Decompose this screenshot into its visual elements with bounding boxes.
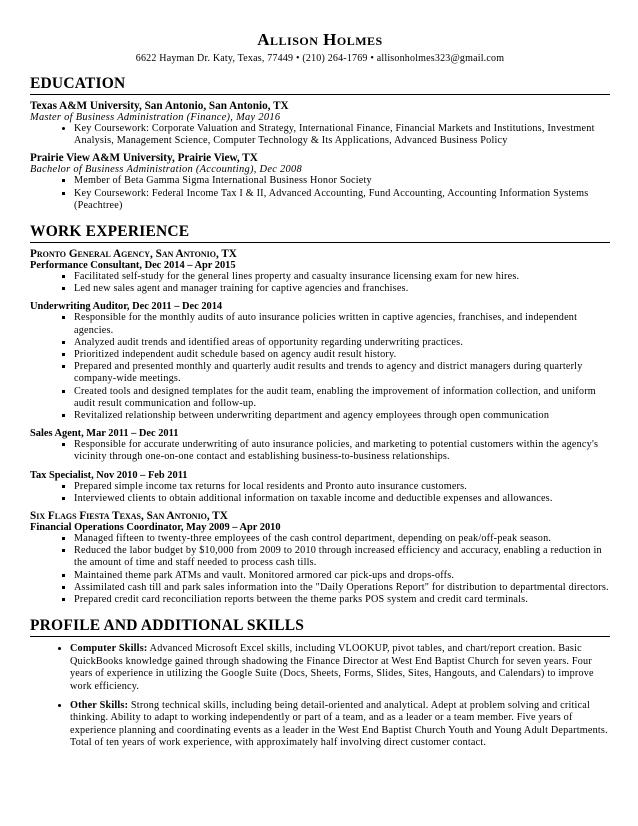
list-item: ▪ Key Coursework: Federal Income Tax I & II, Advanced Accounting, Fund Accounting, Accounting Information Systems (Peachtree): [74, 188, 610, 212]
list-item: ▪ Responsible for the monthly audits of auto insurance policies written in captive agencies, franchises, and independent agencies.: [74, 312, 610, 336]
skill-text: Strong technical skills, including being detail-oriented and analytical. Adept at problem solving and critical thinking. Ability to adapt to working independently or part of a team, and as a leader or a team member. Five years of experience planning and coordinating events as a leader in the West End Baptist Church Youth and Young Adult Departments. Total of ten years of work experience, with approximately half involving direct customer contact.: [70, 699, 608, 749]
list-item: ▪ Facilitated self-study for the general lines property and casualty insurance licensing exam for new hires.: [74, 271, 610, 283]
role-title: Financial Operations Coordinator, May 2009 – Apr 2010: [30, 522, 281, 534]
list-item: ▪ Maintained theme park ATMs and vault. Monitored armored car pick-ups and drops-offs.: [74, 570, 610, 582]
list-item: ▪ Assimilated cash till and park sales information into the "Daily Operations Report" for distribution to departmental directors.: [74, 582, 610, 594]
school-degree: Bachelor of Business Administration (Accounting), Dec 2008: [30, 164, 303, 176]
list-item: ▪ Managed fifteen to twenty-three employees of the cash control department, depending on peak/off-peak season.: [74, 533, 610, 545]
list-item: ▪ Member of Beta Gamma Sigma International Business Honor Society: [74, 175, 610, 187]
resume-page: [30, 0, 610, 756]
skills-heading: PROFILE AND ADDITIONAL SKILLS: [30, 617, 610, 637]
resume-name: Allison Holmes: [257, 30, 383, 49]
list-item: ▪ Created tools and designed templates for the audit team, enabling the improvement of information collection, and uniform audit result communication and follow-up.: [74, 386, 610, 410]
role-title: Performance Consultant, Dec 2014 – Apr 2015: [30, 260, 236, 272]
list-item: ▪ Prioritized independent audit schedule based on agency audit result history.: [74, 349, 610, 361]
list-item: [70, 643, 610, 693]
role-title: Underwriting Auditor, Dec 2011 – Dec 2014: [30, 301, 223, 313]
skill-text: Advanced Microsoft Excel skills, including VLOOKUP, pivot tables, and chart/report creation. Basic QuickBooks knowledge gained through shadowing the Finance Director at West End Baptist Church for seven years. Four years of experience in utilizing the Google Suite (Docs, Sheets, Forms, Slides, Sites, Hangouts, and Calendars) to improve work efficiency.: [70, 643, 594, 693]
list-item: ▪ Reduced the labor budget by $10,000 from 2009 to 2010 through increased efficiency and accuracy, enabling a reduction in the amount of time and staff needed to process cash tills.: [74, 545, 610, 569]
list-item: • Key Coursework: Corporate Valuation and Strategy, International Finance, Financial Markets and Institutions, Investment Analysis, Management Science, Computer Technology & Its Applications, Advanced Business Policy: [74, 123, 610, 147]
skill-label: Other Skills:: [70, 699, 129, 711]
skills-list: [30, 643, 610, 750]
skill-label: Computer Skills:: [70, 643, 148, 655]
school-name: Texas A&M University, San Antonio, San Antonio, TX: [30, 100, 289, 112]
list-item: ▪ Analyzed audit trends and identified areas of opportunity regarding underwriting practices.: [74, 337, 610, 349]
coursework-list: [30, 123, 610, 147]
role-title: Tax Specialist, Nov 2010 – Feb 2011: [30, 469, 188, 481]
list-item: ▪ Interviewed clients to obtain additional information on taxable income and deductible expenses and allowances.: [74, 493, 610, 505]
employer-name: Six Flags Fiesta Texas, San Antonio, TX: [30, 510, 228, 523]
employer-name: Pronto General Agency, San Antonio, TX: [30, 248, 237, 261]
school-name: Prairie View A&M University, Prairie View, TX: [30, 152, 258, 165]
list-item: ▪ Prepared credit card reconciliation reports between the theme parks POS system and credit card terminals.: [74, 594, 610, 606]
role-bullets: [30, 481, 610, 505]
education-heading: EDUCATION: [30, 75, 610, 95]
list-item: ▪ Prepared simple income tax returns for local residents and Pronto auto insurance customers.: [74, 481, 610, 493]
role-bullets: [30, 439, 610, 463]
list-item: ▪ Responsible for accurate underwriting of auto insurance policies, and marketing to potential customers within the agency's vicinity through one-on-one contact and establishing business-to-business relationships.: [74, 439, 610, 463]
list-item: ▪ Led new sales agent and manager training for captive agencies and franchises.: [74, 283, 610, 295]
role-bullets: [30, 271, 610, 295]
list-item: [70, 700, 610, 750]
list-item: ▪ Revitalized relationship between underwriting department and agency employees through open communication: [74, 410, 610, 422]
school-degree: Master of Business Administration (Finance), May 2016: [30, 112, 281, 123]
role-title: Sales Agent, Mar 2011 – Dec 2011: [30, 428, 179, 440]
role-bullets: [30, 533, 610, 606]
contact-line: 6622 Hayman Dr. Katy, Texas, 77449 • (210) 264-1769 • allisonholmes323@gmail.com: [135, 53, 505, 64]
role-bullets: [30, 312, 610, 422]
list-item: ▪ Prepared and presented monthly and quarterly audit results and trends to agency and district managers during quarterly company-wide meetings.: [74, 361, 610, 385]
work-heading: WORK EXPERIENCE: [30, 223, 610, 243]
coursework-list: [30, 175, 610, 212]
